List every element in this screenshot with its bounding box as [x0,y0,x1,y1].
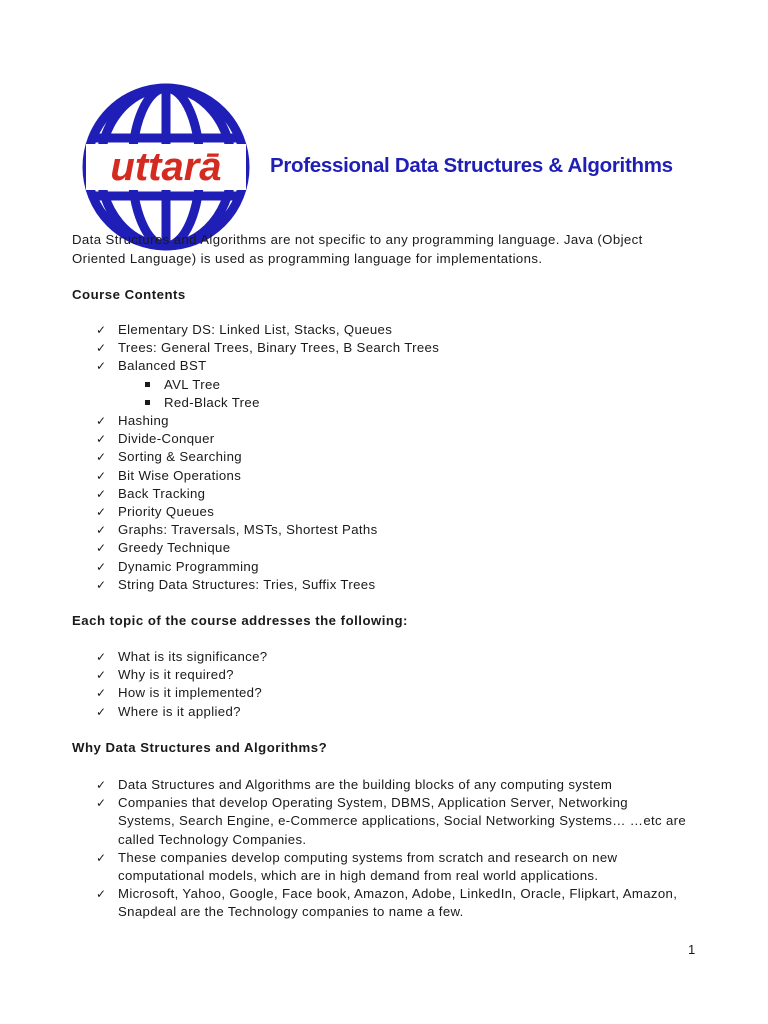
square-bullet-icon [145,382,150,387]
topic-list [96,648,716,721]
list-item: ✓ Back Tracking [96,485,716,503]
intro-paragraph [72,230,702,268]
check-icon: ✓ [96,523,107,538]
list-item: ✓ Priority Queues [96,503,716,521]
intro-line: Data Structures and Algorithms are not specific to any programming language. Java (Object [72,232,643,247]
logo-text: uttarā [110,145,222,189]
list-item: ✓ String Data Structures: Tries, Suffix Trees [96,576,716,594]
check-icon: ✓ [96,505,107,520]
list-item: ✓ Why is it required? [96,666,716,684]
sub-list-item: AVL Tree [118,376,716,394]
check-icon: ✓ [96,887,107,902]
why-list [96,776,716,922]
topic-heading: Each topic of the course addresses the following: [72,613,408,628]
list-item: ✓ These companies develop computing systems from scratch and research on new computational models, which are in high demand from real world applications. [96,849,618,884]
page-number: 1 [688,942,696,957]
list-item: ✓ Data Structures and Algorithms are the building blocks of any computing system [96,776,716,794]
list-item: ✓ What is its significance? [96,648,716,666]
sub-list-item: Red-Black Tree [118,394,716,412]
check-icon: ✓ [96,541,107,556]
list-item: ✓ Elementary DS: Linked List, Stacks, Queues [96,321,716,339]
list-item: ✓ Sorting & Searching [96,448,716,466]
check-icon: ✓ [96,468,107,483]
check-icon: ✓ [96,850,107,865]
list-item: ✓ Where is it applied? [96,703,716,721]
check-icon: ✓ [96,486,107,501]
check-icon: ✓ [96,796,107,811]
check-icon: ✓ [96,414,107,429]
why-heading: Why Data Structures and Algorithms? [72,740,328,755]
document-title: Professional Data Structures & Algorithms [270,154,673,177]
list-item: ✓ Hashing [96,412,716,430]
list-item: ✓ Bit Wise Operations [96,467,716,485]
check-icon: ✓ [96,341,107,356]
list-item: ✓ Graphs: Traversals, MSTs, Shortest Paths [96,521,716,539]
check-icon: ✓ [96,323,107,337]
list-item: ✓ Greedy Technique [96,539,716,557]
check-icon: ✓ [96,559,107,574]
course-contents-list [96,321,716,594]
list-item: ✓ Microsoft, Yahoo, Google, Face book, Amazon, Adobe, LinkedIn, Oracle, Flipkart, Amazon, Snapdeal are the Technology companies to name a few. [96,886,678,920]
list-item: ✓ Divide-Conquer [96,430,716,448]
check-icon: ✓ [96,432,107,447]
check-icon: ✓ [96,704,107,719]
check-icon: ✓ [96,668,107,683]
square-bullet-icon [145,400,150,405]
intro-line: Oriented Language) is used as programming language for implementations. [72,251,543,266]
list-item: ✓ Trees: General Trees, Binary Trees, B Search Trees [96,339,716,357]
check-icon: ✓ [96,650,107,664]
check-icon: ✓ [96,359,107,374]
check-icon: ✓ [96,778,107,792]
course-contents-heading: Course Contents [72,287,186,302]
check-icon: ✓ [96,577,107,592]
balanced-bst-sublist [118,376,716,412]
list-item: ✓ How is it implemented? [96,684,716,702]
list-item: ✓ Balanced BST AVL Tree Red-Black Tree [96,357,716,412]
list-item: ✓ Companies that develop Operating System, DBMS, Application Server, Networking Systems, Search Engine, e-Commerce applications, Social Networking Systems… …etc are called Technology Companies. [96,795,687,847]
check-icon: ✓ [96,450,107,465]
check-icon: ✓ [96,686,107,701]
list-item: ✓ Dynamic Programming [96,558,716,576]
